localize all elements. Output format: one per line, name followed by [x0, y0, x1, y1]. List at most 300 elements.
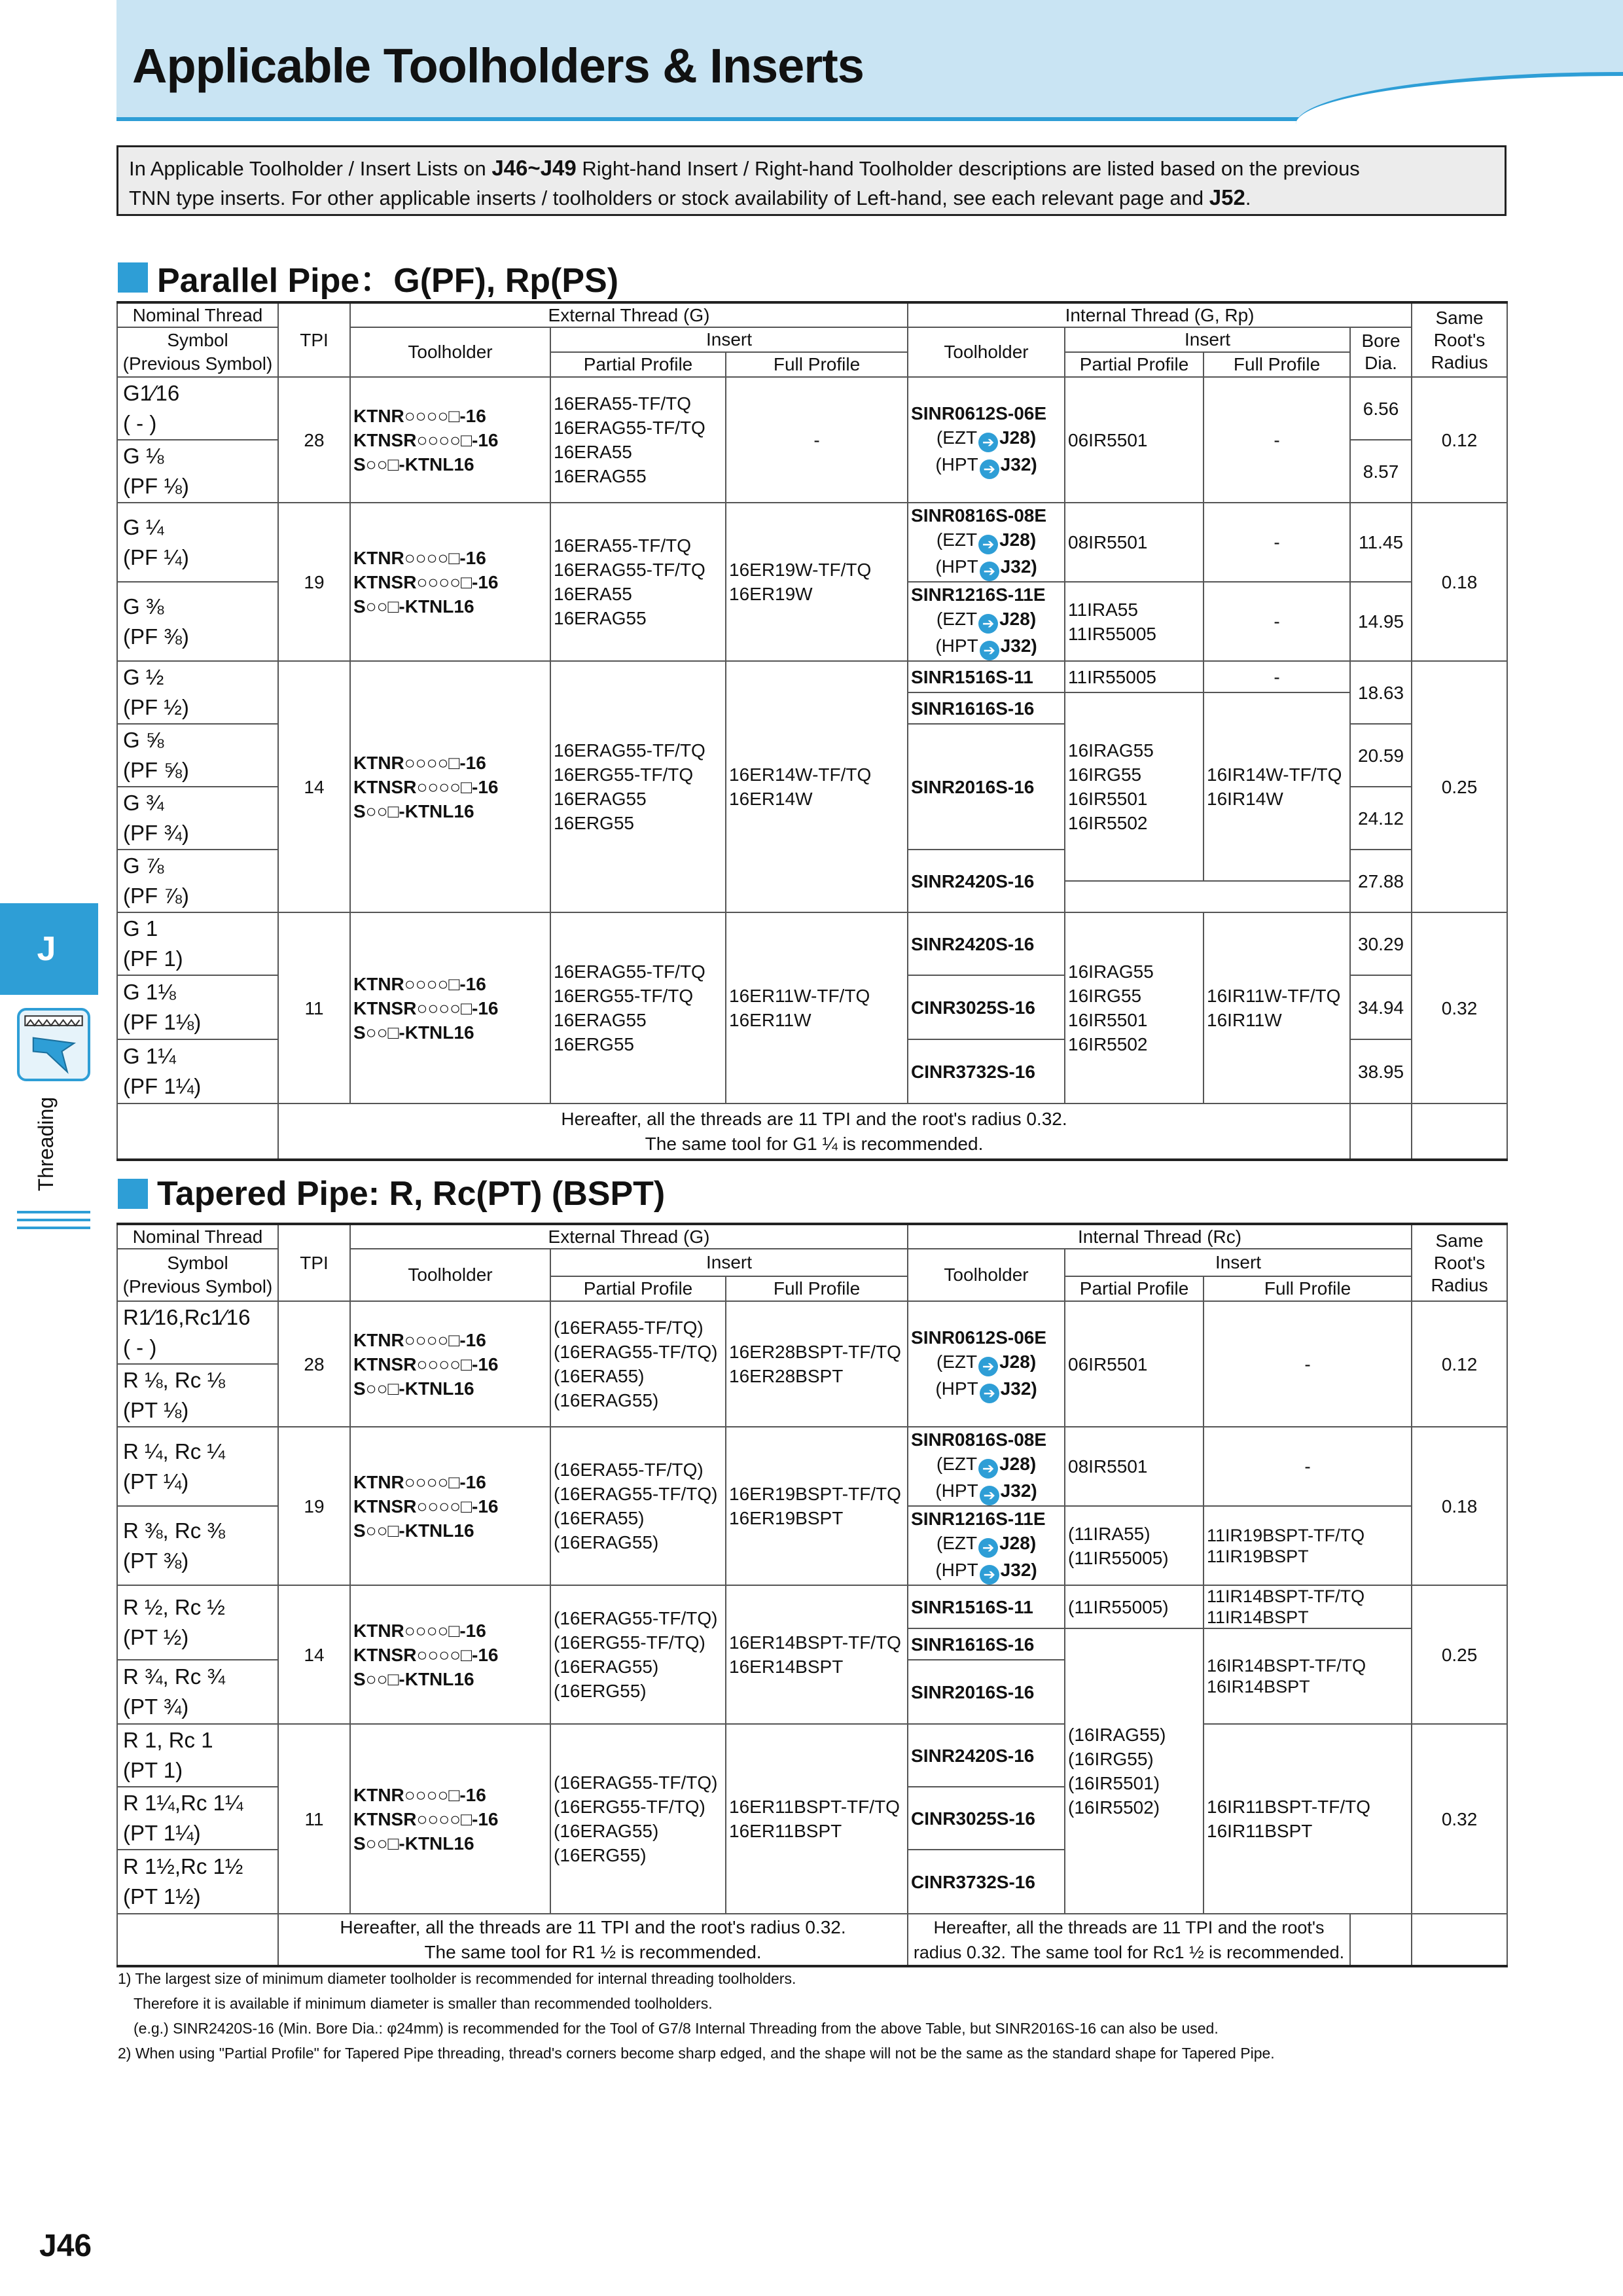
header-external: External Thread (G) [350, 1224, 908, 1249]
insert-code: (16ERG55) [554, 1845, 647, 1865]
prev-symbol: (PT ¼) [123, 1469, 189, 1494]
ext-toolholder-cell [350, 1301, 550, 1427]
arrow-right-icon: ➔ [978, 1357, 998, 1376]
insert-code: 16ER28BSPT-TF/TQ [729, 1342, 901, 1362]
ext-full-cell [726, 1724, 908, 1914]
toolholder-code: SINR0816S-08E [911, 505, 1047, 526]
toolholder-code: KTNR○○○○□-16 [353, 752, 486, 773]
insert-code: 16ER14W-TF/TQ [729, 764, 872, 785]
ext-partial-cell [550, 661, 726, 912]
notice-page-ref[interactable]: J46~J49 [491, 156, 577, 180]
notice-page-ref[interactable]: J52 [1209, 185, 1245, 209]
arrow-right-icon: ➔ [980, 641, 999, 660]
ref-label: (EZT [936, 1454, 978, 1474]
ref-label: (HPT [935, 1480, 978, 1501]
int-toolholder-cell: SINR1516S-11 [908, 1585, 1065, 1628]
header-tpi: TPI [278, 302, 350, 377]
symbol: G 1¼ [123, 1044, 176, 1068]
symbol: G 1⅛ [123, 980, 176, 1004]
int-partial-cell [1065, 692, 1204, 881]
empty-cell [1412, 1103, 1507, 1160]
insert-code: 16ER19W-TF/TQ [729, 560, 872, 580]
toolholder-code: SINR0816S-08E [911, 1429, 1047, 1450]
insert-code: (16ERA55-TF/TQ) [554, 1318, 704, 1338]
header-bore [1350, 327, 1412, 377]
int-full-cell [1204, 692, 1350, 881]
note-text: The same tool for R1 ½ is recommended. [424, 1941, 762, 1962]
insert-code: 11IR19BSPT [1207, 1546, 1309, 1566]
ext-toolholder-cell [350, 377, 550, 503]
symbol: R 1, Rc 1 [123, 1728, 213, 1752]
header-ext-insert: Insert [550, 327, 908, 352]
symbol-cell [117, 912, 278, 975]
toolholder-code: KTNR○○○○□-16 [353, 547, 486, 568]
int-toolholder-cell: SINR2016S-16 [908, 724, 1065, 850]
note-text: Hereafter, all the threads are 11 TPI and the root's radius 0.32. [340, 1916, 846, 1937]
notice-text: . [1245, 187, 1251, 209]
symbol-cell [117, 1585, 278, 1660]
insert-code: (16ERG55-TF/TQ) [554, 1797, 705, 1817]
insert-code: (16ERAG55) [554, 1532, 659, 1552]
note-text: The same tool for G1 ¼ is recommended. [645, 1133, 984, 1154]
symbol: R 1½,Rc 1½ [123, 1854, 243, 1878]
toolholder-code: KTNR○○○○□-16 [353, 405, 486, 426]
toolholder-code: SINR0612S-06E [911, 403, 1047, 423]
insert-code: (16ERA55-TF/TQ) [554, 1460, 704, 1480]
insert-code: 16IR11BSPT [1207, 1821, 1313, 1841]
int-toolholder-cell: SINR1516S-11 [908, 661, 1065, 692]
bore-dia: 8.57 [1350, 440, 1412, 503]
arrow-right-icon: ➔ [980, 459, 999, 479]
toolholder-code: KTNSR○○○○□-16 [353, 997, 499, 1018]
arrow-right-icon: ➔ [980, 1565, 999, 1585]
symbol-cell [117, 1787, 278, 1850]
insert-code: 16ER11BSPT-TF/TQ [729, 1797, 900, 1817]
header-text: Dia. [1364, 353, 1397, 373]
insert-code: 16ER11BSPT [729, 1821, 842, 1841]
section-heading-tapered [118, 1174, 665, 1213]
prev-symbol: (PF ¾) [123, 821, 189, 845]
insert-code: 16ERG55-TF/TQ [554, 986, 694, 1006]
toolholder-code: KTNR○○○○□-16 [353, 1329, 486, 1350]
symbol-cell [117, 975, 278, 1039]
ext-toolholder-cell [350, 503, 550, 661]
header-internal: Internal Thread (G, Rp) [908, 302, 1412, 327]
symbol: G1⁄16 [123, 381, 180, 405]
note-text: Hereafter, all the threads are 11 TPI and the root's [933, 1917, 1325, 1937]
side-line [17, 1227, 90, 1229]
prev-symbol: (PT 1½) [123, 1884, 201, 1909]
footnote: Therefore it is available if minimum diameter is smaller than recommended toolholders. [134, 1995, 713, 2012]
root-radius: 0.25 [1412, 1585, 1507, 1724]
symbol-cell [117, 1301, 278, 1364]
symbol: R ½, Rc ½ [123, 1595, 225, 1619]
ext-partial-cell [550, 1724, 726, 1914]
toolholder-code: S○○□-KTNL16 [353, 800, 474, 821]
header-prev-symbol: (Previous Symbol) [122, 353, 273, 374]
ext-toolholder-cell [350, 1724, 550, 1914]
toolholder-code: KTNSR○○○○□-16 [353, 1644, 499, 1665]
header-text: Radius [1431, 1274, 1488, 1295]
insert-code: 16IRG55 [1068, 764, 1142, 785]
symbol: G ⅛ [123, 444, 164, 468]
prev-symbol: (PF ⅜) [123, 624, 189, 649]
toolholder-code: KTNSR○○○○□-16 [353, 429, 499, 450]
table-note-internal [908, 1914, 1350, 1966]
insert-code: 16ERAG55-TF/TQ [554, 418, 705, 438]
insert-code: 16ERG55 [554, 1034, 634, 1054]
empty-cell [1350, 1103, 1412, 1160]
tpi-value: 11 [278, 1724, 350, 1914]
ext-full-cell [726, 503, 908, 661]
header-int-insert: Insert [1065, 1249, 1412, 1276]
int-partial-cell [1065, 1628, 1204, 1914]
insert-code: (16ERAG55-TF/TQ) [554, 1484, 718, 1504]
header-int-partial: Partial Profile [1065, 1276, 1204, 1301]
toolholder-code: KTNR○○○○□-16 [353, 973, 486, 994]
tpi-value: 11 [278, 912, 350, 1103]
int-toolholder-cell: SINR2420S-16 [908, 912, 1065, 975]
toolholder-code: S○○□-KTNL16 [353, 1520, 474, 1541]
insert-code: 16ERAG55-TF/TQ [554, 961, 705, 982]
symbol: G ⅜ [123, 594, 164, 619]
ext-toolholder-cell [350, 912, 550, 1103]
toolholder-code: S○○□-KTNL16 [353, 1022, 474, 1043]
insert-code: 16ER11W-TF/TQ [729, 986, 870, 1006]
int-toolholder-cell [908, 377, 1065, 503]
ext-partial-cell [550, 912, 726, 1103]
insert-code: 16ER14W [729, 789, 813, 809]
ext-full-cell [726, 661, 908, 912]
symbol: G ⅝ [123, 728, 164, 752]
int-toolholder-cell: SINR2420S-16 [908, 850, 1065, 912]
insert-code: (16ERA55) [554, 1366, 645, 1386]
toolholder-code: KTNSR○○○○□-16 [353, 1354, 499, 1374]
arrow-right-icon: ➔ [980, 562, 999, 581]
section-heading-parallel [118, 253, 618, 302]
insert-code: 11IR14BSPT [1207, 1607, 1309, 1627]
insert-code: 16IRAG55 [1068, 740, 1154, 761]
symbol-cell [117, 724, 278, 787]
int-partial-cell: 06IR5501 [1065, 377, 1204, 503]
int-full-cell: - [1204, 503, 1350, 582]
header-ext-toolholder: Toolholder [350, 1249, 550, 1301]
bore-dia: 27.88 [1350, 850, 1412, 912]
side-decoration [17, 1211, 90, 1234]
insert-code: (16ERG55) [554, 1681, 647, 1701]
insert-code: (16IR5502) [1068, 1797, 1160, 1818]
symbol: G ½ [123, 665, 164, 689]
insert-code: 16ERA55-TF/TQ [554, 393, 692, 414]
header-same-radius [1412, 1224, 1507, 1301]
header-int-partial: Partial Profile [1065, 352, 1204, 377]
ext-full-cell [726, 912, 908, 1103]
insert-code: 16ERA55 [554, 584, 632, 604]
tpi-value: 28 [278, 1301, 350, 1427]
header-int-toolholder: Toolholder [908, 327, 1065, 377]
header-internal: Internal Thread (Rc) [908, 1224, 1412, 1249]
toolholder-code: KTNR○○○○□-16 [353, 1471, 486, 1492]
header-text: Same [1435, 1230, 1484, 1251]
toolholder-code: KTNSR○○○○□-16 [353, 1496, 499, 1516]
page-ref[interactable]: J28) [999, 529, 1037, 550]
insert-code: 16ER19BSPT [729, 1508, 844, 1528]
prev-symbol: (PT 1) [123, 1758, 183, 1782]
int-partial-cell: 08IR5501 [1065, 503, 1204, 582]
insert-code: (16ERG55-TF/TQ) [554, 1632, 705, 1653]
insert-code: 16ERG55 [554, 813, 634, 833]
int-full-cell [1204, 912, 1350, 1103]
root-radius: 0.12 [1412, 1301, 1507, 1427]
page-ref[interactable]: J32) [1000, 1480, 1037, 1501]
notice-text: TNN type inserts. For other applicable inserts / toolholders or stock availability of Left-hand, see each relevant page and [129, 187, 1209, 209]
symbol-cell [117, 440, 278, 503]
note-text: radius 0.32. The same tool for Rc1 ½ is recommended. [913, 1942, 1345, 1962]
insert-code: 16IR11W-TF/TQ [1207, 986, 1341, 1006]
int-full-cell [1204, 1506, 1412, 1585]
symbol-cell [117, 503, 278, 582]
header-nominal: Nominal Thread [117, 1224, 278, 1249]
insert-code: 11IR55005 [1068, 623, 1156, 644]
header-ext-partial: Partial Profile [550, 352, 726, 377]
symbol: G 1 [123, 916, 158, 941]
prev-symbol: ( - ) [123, 1335, 157, 1359]
page-ref[interactable]: J32) [1000, 454, 1037, 475]
page-number: J46 [39, 2229, 92, 2263]
int-partial-cell: 11IR55005 [1065, 661, 1204, 692]
header-text: Bore [1361, 331, 1400, 351]
insert-code: (11IRA55) [1068, 1523, 1150, 1544]
footnotes [118, 1966, 1275, 2066]
page-title: Applicable Toolholders & Inserts [132, 39, 864, 93]
int-full-cell [1204, 1585, 1412, 1628]
prev-symbol: (PT 1¼) [123, 1821, 201, 1845]
notice-text: Right-hand Insert / Right-hand Toolholder descriptions are listed based on the previous [576, 157, 1360, 180]
ext-partial-cell [550, 1427, 726, 1585]
prev-symbol: (PT ¾) [123, 1695, 189, 1719]
table-note [278, 1103, 1350, 1160]
arrow-right-icon: ➔ [980, 1486, 999, 1505]
footnote: 1) The largest size of minimum diameter toolholder is recommended for internal threading toolholders. [118, 1970, 796, 1987]
header-external: External Thread (G) [350, 302, 908, 327]
section-marker-icon [118, 262, 148, 293]
page-ref[interactable]: J32) [1000, 1560, 1037, 1580]
root-radius: 0.25 [1412, 661, 1507, 912]
bore-dia: 18.63 [1350, 661, 1412, 724]
insert-code: 16ERG55-TF/TQ [554, 764, 694, 785]
ref-label: (HPT [935, 454, 978, 475]
toolholder-code: S○○□-KTNL16 [353, 1668, 474, 1689]
symbol-cell [117, 850, 278, 912]
insert-code: 16ER19W [729, 584, 813, 604]
page-ref[interactable]: J32) [1000, 1378, 1037, 1399]
header-int-toolholder: Toolholder [908, 1249, 1065, 1301]
prev-symbol: (PT ⅜) [123, 1548, 189, 1573]
prev-symbol: (PF 1⅛) [123, 1010, 202, 1034]
arrow-right-icon: ➔ [978, 433, 998, 452]
insert-code: 16IR5501 [1068, 789, 1148, 809]
threading-tool-icon [17, 1008, 90, 1081]
insert-code: 16ER28BSPT [729, 1366, 844, 1386]
tpi-value: 14 [278, 1585, 350, 1724]
ext-toolholder-cell [350, 1427, 550, 1585]
header-int-full: Full Profile [1204, 1276, 1412, 1301]
header-same-radius [1412, 302, 1507, 377]
insert-code: 16IR14W-TF/TQ [1207, 764, 1342, 785]
toolholder-code: KTNSR○○○○□-16 [353, 1808, 499, 1829]
side-tab-letter: J [37, 930, 56, 968]
ext-toolholder-cell [350, 1585, 550, 1724]
bore-dia: 30.29 [1350, 912, 1412, 975]
symbol: G ¼ [123, 514, 164, 539]
note-text: Hereafter, all the threads are 11 TPI and the root's radius 0.32. [561, 1108, 1067, 1129]
tpi-value: 14 [278, 661, 350, 912]
toolholder-code: S○○□-KTNL16 [353, 596, 474, 617]
symbol-cell [117, 1427, 278, 1506]
side-line [17, 1219, 90, 1221]
int-toolholder-cell: CINR3025S-16 [908, 1787, 1065, 1850]
int-toolholder-cell: SINR1616S-16 [908, 1628, 1065, 1660]
insert-code: 16ERAG55 [554, 1010, 647, 1030]
header-text: Radius [1431, 351, 1488, 372]
insert-code: (16ERAG55-TF/TQ) [554, 1772, 718, 1793]
page-ref[interactable]: J32) [1000, 556, 1037, 577]
prev-symbol: (PF ½) [123, 695, 189, 719]
section-title: Tapered Pipe: R, Rc(PT) (BSPT) [157, 1175, 666, 1213]
tpi-value: 28 [278, 377, 350, 503]
insert-code: 16IR14W [1207, 789, 1283, 809]
int-full-cell: - [1204, 1427, 1412, 1506]
ref-label: (EZT [936, 1533, 978, 1553]
empty-cell [1412, 1914, 1507, 1966]
insert-code: 16ER14BSPT-TF/TQ [729, 1632, 901, 1653]
header-ext-toolholder: Toolholder [350, 327, 550, 377]
table-note-external [278, 1914, 908, 1966]
int-full-cell: - [1204, 582, 1350, 661]
symbol-cell [117, 1364, 278, 1427]
header-ext-insert: Insert [550, 1249, 908, 1276]
symbol-cell [117, 582, 278, 661]
insert-code: 16ERA55 [554, 442, 632, 462]
insert-code: 16ERAG55 [554, 466, 647, 486]
ext-partial-cell [550, 1585, 726, 1724]
toolholder-code: S○○□-KTNL16 [353, 1833, 474, 1854]
prev-symbol: (PF 1) [123, 946, 183, 971]
page-ref[interactable]: J28) [999, 609, 1037, 629]
int-partial-cell: 08IR5501 [1065, 1427, 1204, 1506]
side-line [17, 1211, 90, 1213]
symbol-cell [117, 377, 278, 440]
ext-full-cell: - [726, 377, 908, 503]
insert-code: (16ERAG55-TF/TQ) [554, 1342, 718, 1362]
bore-dia: 11.45 [1350, 503, 1412, 582]
notice-box [116, 145, 1507, 216]
insert-code: 16IR14BSPT-TF/TQ [1207, 1656, 1366, 1676]
bore-dia: 14.95 [1350, 582, 1412, 661]
insert-code: (11IR55005) [1068, 1547, 1169, 1568]
ref-label: (HPT [935, 636, 978, 656]
insert-code: (16IRAG55) [1068, 1725, 1166, 1745]
symbol-cell [117, 1039, 278, 1103]
insert-code: (16ERAG55) [554, 1390, 659, 1410]
int-partial-cell [1065, 1506, 1204, 1585]
root-radius: 0.32 [1412, 1724, 1507, 1914]
root-radius: 0.12 [1412, 377, 1507, 503]
insert-code: 11IR14BSPT-TF/TQ [1207, 1587, 1365, 1606]
insert-code: 16IR5502 [1068, 813, 1148, 833]
ext-toolholder-cell [350, 661, 550, 912]
insert-code: (16ERAG55-TF/TQ) [554, 1608, 718, 1628]
insert-code: 16ER11W [729, 1010, 812, 1030]
bore-dia: 34.94 [1350, 975, 1412, 1039]
int-toolholder-cell [908, 582, 1065, 661]
ext-partial-cell [550, 503, 726, 661]
prev-symbol: (PT ⅛) [123, 1398, 189, 1422]
ref-label: (EZT [936, 609, 978, 629]
symbol-cell [117, 1660, 278, 1724]
insert-code: 16ERA55-TF/TQ [554, 535, 692, 556]
insert-code: 16ER14BSPT [729, 1657, 844, 1677]
insert-code: 16IR5502 [1068, 1034, 1148, 1054]
insert-code: (16IR5501) [1068, 1773, 1160, 1793]
symbol: R ¼, Rc ¼ [123, 1439, 225, 1463]
header-text: Root's [1433, 329, 1486, 350]
int-full-cell: - [1204, 1301, 1412, 1427]
int-full-cell: - [1204, 661, 1350, 692]
int-full-cell [1204, 1628, 1412, 1724]
ref-label: (HPT [935, 1378, 978, 1399]
symbol: G ⅞ [123, 853, 164, 878]
int-toolholder-cell [908, 1506, 1065, 1585]
toolholder-code: SINR1216S-11E [911, 1509, 1046, 1529]
page-ref[interactable]: J28) [999, 1533, 1037, 1553]
insert-code: 16ERAG55 [554, 789, 647, 809]
tapered-pipe-table [116, 1223, 1508, 1967]
insert-code: 16ER19BSPT-TF/TQ [729, 1484, 901, 1504]
page-ref[interactable]: J28) [999, 1351, 1037, 1372]
footnote: 2) When using "Partial Profile" for Tapered Pipe threading, thread's corners become sharp edged, and the shape will not be the same as the standard shape for Tapered Pipe. [118, 2045, 1275, 2062]
int-toolholder-cell: CINR3025S-16 [908, 975, 1065, 1039]
header-ext-full: Full Profile [726, 352, 908, 377]
ref-label: (EZT [936, 427, 978, 448]
prev-symbol: (PF ⅛) [123, 474, 189, 498]
toolholder-code: KTNSR○○○○□-16 [353, 571, 499, 592]
insert-code: 16ERAG55-TF/TQ [554, 740, 705, 761]
ref-label: (EZT [936, 529, 978, 550]
page-ref[interactable]: J32) [1000, 636, 1037, 656]
bore-dia: 20.59 [1350, 724, 1412, 787]
ext-partial-cell [550, 377, 726, 503]
header-ext-full: Full Profile [726, 1276, 908, 1301]
toolholder-code: KTNR○○○○□-16 [353, 1784, 486, 1805]
notice-text: In Applicable Toolholder / Insert Lists on [129, 157, 492, 180]
arrow-right-icon: ➔ [978, 1459, 998, 1479]
insert-code: 16IR11BSPT-TF/TQ [1207, 1797, 1371, 1817]
header-symbol: Symbol [167, 330, 228, 350]
symbol-cell [117, 661, 278, 724]
page-ref[interactable]: J28) [999, 427, 1037, 448]
int-partial-cell: 06IR5501 [1065, 1301, 1204, 1427]
prev-symbol: (PF ¼) [123, 545, 189, 569]
parallel-pipe-table [116, 301, 1508, 1161]
int-full-cell [1204, 1724, 1412, 1914]
header-text: Same [1435, 307, 1484, 328]
header-int-insert: Insert [1065, 327, 1350, 352]
symbol-cell [117, 1506, 278, 1585]
ext-full-cell [726, 1585, 908, 1724]
page-ref[interactable]: J28) [999, 1454, 1037, 1474]
header-text: Root's [1433, 1252, 1486, 1273]
